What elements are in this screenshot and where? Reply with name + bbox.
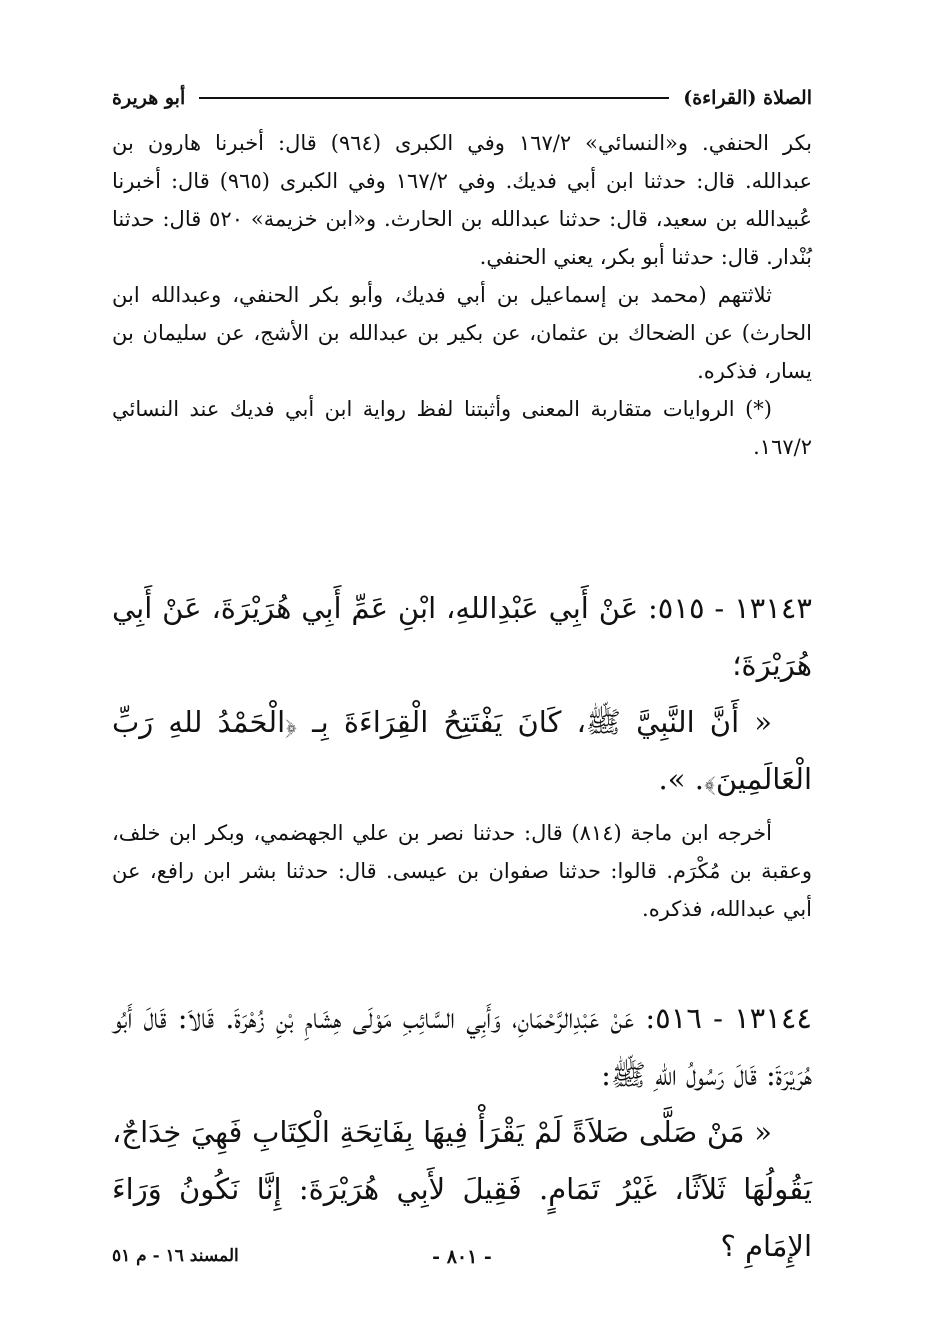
header-section-title: الصلاة (القراءة) bbox=[683, 87, 812, 109]
page-footer bbox=[112, 1246, 812, 1276]
notes-top bbox=[112, 124, 812, 466]
note-paragraph: (*) الروايات متقاربة المعنى وأثبتنا لفظ رواية ابن أبي فديك عند النسائي ١٦٧/٢. bbox=[112, 397, 812, 459]
takhrij-paragraph: أخرجه ابن ماجة (٨١٤) قال: حدثنا نصر بن علي الجهضمي، وبكر ابن خلف، وعقبة بن مُكْرَم. قالوا: حدثنا صفوان بن عيسى. قال: حدثنا بشر ابن رافع، عن أبي عبدالله، فذكره. bbox=[112, 821, 812, 921]
header-rule bbox=[199, 97, 669, 99]
notes-mid bbox=[112, 814, 812, 928]
note-paragraph: ثلاثتهم (محمد بن إسماعيل بن أبي فديك، وأبو بكر الحنفي، وعبدالله ابن الحارث) عن الضحاك بن عثمان، عن بكير بن عبدالله بن الأشج، عن سليمان بن يسار، فذكره. bbox=[112, 283, 812, 383]
header-narrator: أبو هريرة bbox=[112, 87, 186, 109]
hadith-13144 bbox=[112, 990, 812, 1275]
hadith-13143 bbox=[112, 580, 812, 808]
hadith-matn: « أَنَّ النَّبِيَّ ﷺ، كَانَ يَفْتَتِحُ الْقِرَاءَةَ بِـ ﴿الْحَمْدُ للهِ رَبِّ الْعَالَمِينَ﴾. ». bbox=[112, 705, 812, 796]
volume-signature: المسند ١٦ - م ٥١ bbox=[112, 1246, 239, 1266]
page-number: - ٨٠١ - bbox=[432, 1246, 492, 1268]
running-header bbox=[112, 82, 812, 114]
note-paragraph: بكر الحنفي. و«النسائي» ١٦٧/٢ وفي الكبرى (٩٦٤) قال: أخبرنا هارون بن عبدالله. قال: حدثنا ابن أبي فديك. وفي ١٦٧/٢ وفي الكبرى (٩٦٥) قال: أخبرنا عُبيدالله بن سعيد، قال: حدثنا عبدالله بن الحارث. و«ابن خزيمة» ٥٢٠ قال: حدثنا بُنْدار. قال: حدثنا أبو بكر، يعني الحنفي. bbox=[112, 131, 813, 269]
hadith-isnad: ١٣١٤٣ - ٥١٥: عَنْ أَبِي عَبْدِاللهِ، ابْنِ عَمِّ أَبِي هُرَيْرَةَ، عَنْ أَبِي هُرَيْرَةَ؛ bbox=[112, 591, 812, 682]
hadith-matn: « مَنْ صَلَّى صَلاَةً لَمْ يَقْرَأْ فِيهَا بِفَاتِحَةِ الْكِتَابِ فَهِيَ خِدَاجٌ، يَقُولُهَا ثَلاَثًا، غَيْرُ تَمَامٍ. فَقِيلَ لأَبِي هُرَيْرَةَ: إِنَّا نَكُونُ وَرَاءَ الإِمَامِ ؟ bbox=[112, 1115, 812, 1263]
hadith-isnad: ١٣١٤٤ - ٥١٦: عَنْ عَبْدِالرَّحْمَانِ، وَأَبِي السَّائِبِ مَوْلَى هِشَامِ بْنِ زُهْرَةَ. قَالاَ: قَالَ أَبُو هُرَيْرَةَ: قَالَ رَسُولُ اللهِ ﷺ: bbox=[112, 1001, 812, 1092]
